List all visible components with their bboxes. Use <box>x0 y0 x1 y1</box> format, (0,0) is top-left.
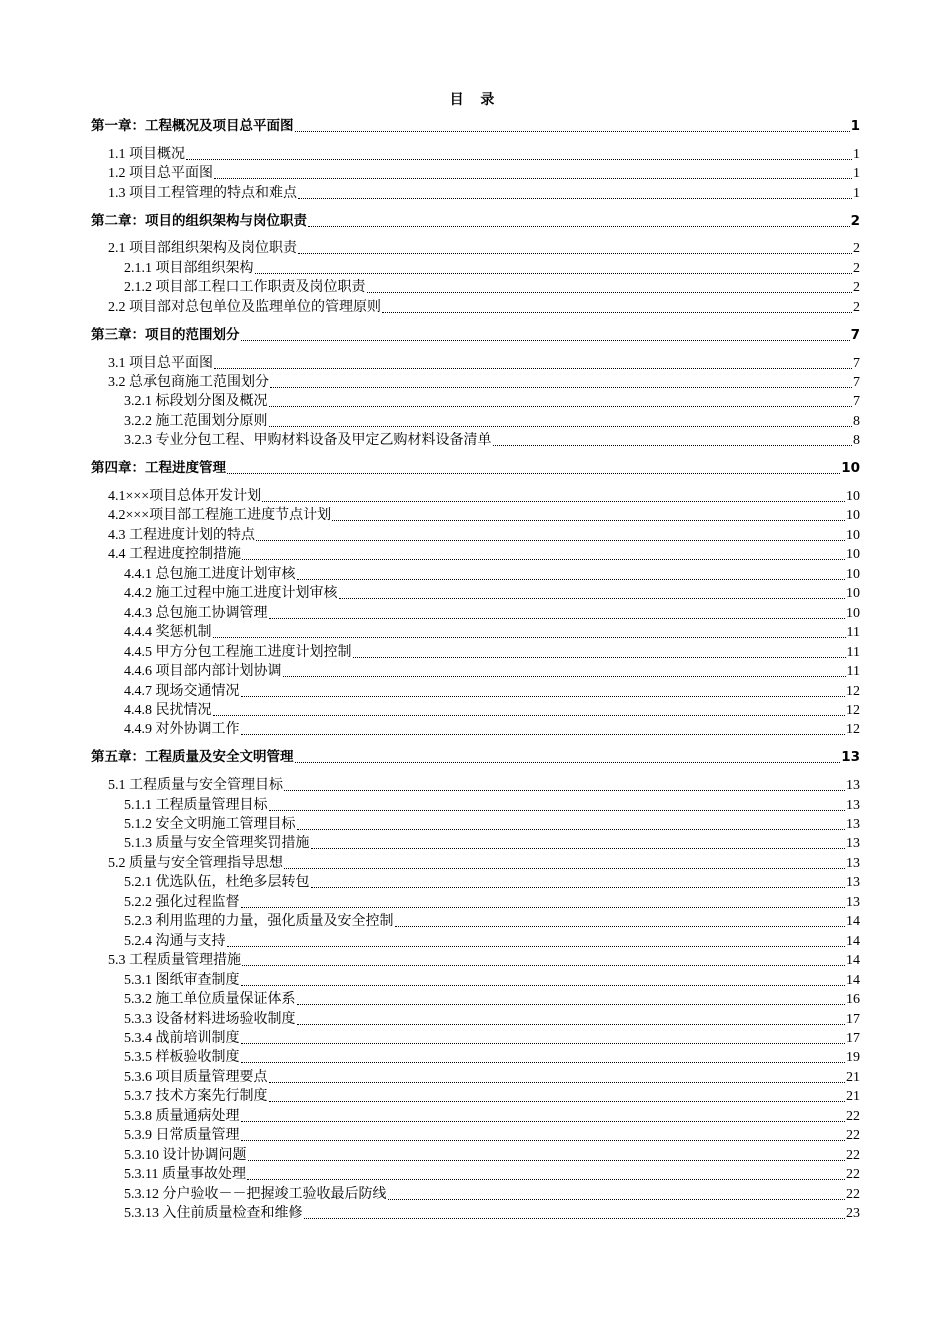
toc-entry-title: 5.1 工程质量与安全管理目标 <box>108 778 283 794</box>
toc-entry-title: 5.3.9 日常质量管理 <box>124 1128 240 1144</box>
toc-entry[interactable] <box>124 1204 860 1223</box>
toc-page-number: 10 <box>846 605 860 621</box>
toc-entry[interactable] <box>124 720 860 739</box>
toc-entry-title: 5.2.4 沟通与支持 <box>124 933 226 949</box>
toc-entry[interactable] <box>108 184 860 203</box>
toc-page-number: 14 <box>846 933 860 949</box>
toc-dot-leader <box>241 1042 846 1044</box>
toc-entry-title: 5.3.11 质量事故处理 <box>124 1167 246 1183</box>
toc-entry[interactable] <box>124 1146 860 1165</box>
toc-page-number: 2 <box>853 260 860 276</box>
toc-page-number: 13 <box>846 778 860 794</box>
toc-entry[interactable] <box>124 701 860 720</box>
toc-title: 目 录 <box>449 92 501 108</box>
toc-entry-title: 5.3.10 设计协调问题 <box>124 1147 247 1163</box>
toc-entry-title: 5.2.2 强化过程监督 <box>124 894 240 910</box>
toc-entry[interactable] <box>124 1165 860 1184</box>
toc-entry[interactable] <box>124 584 860 603</box>
toc-dot-leader <box>308 225 850 227</box>
toc-entry-title: 5.3.6 项目质量管理要点 <box>124 1069 268 1085</box>
toc-dot-leader <box>269 425 853 427</box>
toc-page-number: 14 <box>846 914 860 930</box>
toc-entry[interactable] <box>124 392 860 411</box>
toc-entry[interactable] <box>124 893 860 912</box>
toc-page-number: 22 <box>846 1128 860 1144</box>
toc-entry[interactable] <box>108 526 860 545</box>
toc-page-number: 16 <box>846 992 860 1008</box>
toc-entry-title: 第一章：工程概况及项目总平面图 <box>91 118 294 134</box>
toc-dot-leader <box>270 386 852 388</box>
toc-dot-leader <box>304 1217 846 1219</box>
toc-entry[interactable] <box>108 776 860 795</box>
toc-page-number: 10 <box>846 586 860 602</box>
toc-entry[interactable] <box>91 459 860 478</box>
toc-entry[interactable] <box>108 354 860 373</box>
toc-dot-leader <box>295 130 850 132</box>
toc-entry-title: 5.2.1 优选队伍，杜绝多层转包 <box>124 875 310 891</box>
toc-entry[interactable] <box>91 212 860 231</box>
toc-entry[interactable] <box>124 431 860 450</box>
toc-dot-leader <box>269 405 853 407</box>
toc-entry-title: 5.2.3 利用监理的力量，强化质量及安全控制 <box>124 914 394 930</box>
toc-entry[interactable] <box>91 326 860 345</box>
toc-entry-title: 4.4.1 总包施工进度计划审核 <box>124 566 296 582</box>
toc-page-number: 2 <box>853 280 860 296</box>
toc-entry[interactable] <box>124 932 860 951</box>
toc-dot-leader <box>213 714 846 716</box>
toc-entry-title: 4.4 工程进度控制措施 <box>108 547 241 563</box>
toc-entry[interactable] <box>124 1068 860 1087</box>
toc-dot-leader <box>214 177 852 179</box>
toc-entry[interactable] <box>124 1107 860 1126</box>
toc-entry[interactable] <box>124 815 860 834</box>
toc-dot-leader <box>332 519 845 521</box>
toc-page-number: 10 <box>846 527 860 543</box>
toc-entry-title: 5.1.3 质量与安全管理奖罚措施 <box>124 836 310 852</box>
toc-page-number: 12 <box>846 702 860 718</box>
toc-entry[interactable] <box>108 951 860 970</box>
toc-dot-leader <box>493 444 853 446</box>
toc-page-number: 10 <box>846 508 860 524</box>
toc-entry[interactable] <box>108 298 860 317</box>
toc-entry[interactable] <box>124 604 860 623</box>
toc-page-number: 19 <box>846 1050 860 1066</box>
toc-dot-leader <box>269 1100 846 1102</box>
toc-entry-title: 5.3.7 技术方案先行制度 <box>124 1089 268 1105</box>
toc-dot-leader <box>241 1139 846 1141</box>
toc-entry[interactable] <box>124 990 860 1009</box>
toc-entry[interactable] <box>124 259 860 278</box>
toc-entry[interactable] <box>124 1185 860 1204</box>
toc-dot-leader <box>284 867 845 869</box>
toc-page-number: 10 <box>846 566 860 582</box>
toc-entry[interactable] <box>124 565 860 584</box>
toc-entry-title: 5.3.8 质量通病处理 <box>124 1108 240 1124</box>
toc-page-number: 7 <box>853 394 860 410</box>
toc-dot-leader <box>367 291 853 293</box>
toc-dot-leader <box>241 1120 846 1122</box>
toc-entry[interactable] <box>124 912 860 931</box>
toc-dot-leader <box>241 695 846 697</box>
toc-entry-title: 2.2 项目部对总包单位及监理单位的管理原则 <box>108 299 381 315</box>
toc-page-number: 13 <box>841 749 860 766</box>
toc-dot-leader <box>227 945 846 947</box>
toc-page-number: 13 <box>846 855 860 871</box>
toc-page-number: 14 <box>846 953 860 969</box>
toc-dot-leader <box>269 809 846 811</box>
toc-dot-leader <box>382 311 852 313</box>
toc-dot-leader <box>269 617 846 619</box>
toc-entry[interactable] <box>124 796 860 815</box>
toc-page-number: 10 <box>846 547 860 563</box>
toc-dot-leader <box>262 500 845 502</box>
toc-entry[interactable] <box>124 643 860 662</box>
toc-entry-title: 4.4.3 总包施工协调管理 <box>124 605 268 621</box>
toc-dot-leader <box>241 339 850 341</box>
toc-dot-leader <box>241 1061 846 1063</box>
toc-entry-title: 5.3.3 设备材料进场验收制度 <box>124 1011 296 1027</box>
toc-entry-title: 4.4.8 民扰情况 <box>124 702 212 718</box>
toc-entry[interactable] <box>108 854 860 873</box>
toc-entry[interactable] <box>124 873 860 892</box>
toc-entry[interactable] <box>91 117 860 136</box>
toc-entry[interactable] <box>124 1010 860 1029</box>
toc-entry-title: 5.3.13 入住前质量检查和维修 <box>124 1206 303 1221</box>
toc-entry-title: 4.4.6 项目部内部计划协调 <box>124 664 282 680</box>
toc-entry-title: 4.4.5 甲方分包工程施工进度计划控制 <box>124 644 352 660</box>
toc-entry-title: 1.2 项目总平面图 <box>108 166 213 182</box>
toc-page-number: 17 <box>846 1030 860 1046</box>
toc-entry-title: 5.3.12 分户验收－－把握竣工验收最后防线 <box>124 1186 387 1202</box>
toc-page-number: 22 <box>846 1147 860 1163</box>
toc-dot-leader <box>339 597 846 599</box>
toc-page-number: 13 <box>846 894 860 910</box>
toc-entry-title: 3.2.3 专业分包工程、甲购材料设备及甲定乙购材料设备清单 <box>124 433 492 449</box>
toc-dot-leader <box>214 367 852 369</box>
toc-dot-leader <box>297 1023 846 1025</box>
toc-dot-leader <box>241 733 846 735</box>
toc-entry[interactable] <box>108 164 860 183</box>
toc-entry-title: 3.2 总承包商施工范围划分 <box>108 374 269 390</box>
toc-dot-leader <box>353 656 846 658</box>
toc-entry-title: 3.2.2 施工范围划分原则 <box>124 413 268 429</box>
toc-page-number: 1 <box>853 146 860 162</box>
toc-page-number: 22 <box>846 1167 860 1183</box>
toc-dot-leader <box>311 886 846 888</box>
toc-page-number: 13 <box>846 797 860 813</box>
toc-entry[interactable] <box>124 1048 860 1067</box>
toc-page-number: 17 <box>846 1011 860 1027</box>
toc-entry-title: 4.3 工程进度计划的特点 <box>108 527 255 543</box>
toc-entry[interactable] <box>124 623 860 642</box>
toc-entry-title: 4.4.7 现场交通情况 <box>124 683 240 699</box>
toc-entry-title: 5.1.2 安全文明施工管理目标 <box>124 817 296 832</box>
toc-page-number: 10 <box>846 489 860 504</box>
toc-page-number: 21 <box>846 1069 860 1085</box>
toc-entry-title: 1.1 项目概况 <box>108 146 185 162</box>
toc-entry-title: 3.2.1 标段划分图及概况 <box>124 394 268 410</box>
toc-dot-leader <box>395 925 846 927</box>
toc-entry-title: 3.1 项目总平面图 <box>108 355 213 371</box>
toc-page-number: 23 <box>846 1206 860 1221</box>
toc-dot-leader <box>256 539 845 541</box>
toc-entry-title: 2.1 项目部组织架构及岗位职责 <box>108 241 297 257</box>
toc-dot-leader <box>269 1081 846 1083</box>
toc-entry-title: 2.1.1 项目部组织架构 <box>124 260 254 276</box>
toc-entry-title: 4.1×××项目总体开发计划 <box>108 489 262 504</box>
toc-dot-leader <box>242 964 845 966</box>
toc-entry[interactable] <box>124 682 860 701</box>
toc-entry-title: 5.2 质量与安全管理指导思想 <box>108 855 283 871</box>
toc-page-number: 1 <box>853 185 860 201</box>
toc-entry-title: 第二章：项目的组织架构与岗位职责 <box>91 212 307 229</box>
toc-entry-title: 5.3.2 施工单位质量保证体系 <box>124 992 296 1008</box>
toc-entry-title: 4.4.9 对外协调工作 <box>124 722 240 738</box>
toc-page-number: 7 <box>853 374 860 390</box>
toc-entry-title: 4.2×××项目部工程施工进度节点计划 <box>108 508 332 524</box>
toc-entry[interactable] <box>108 145 860 164</box>
toc-page-number: 14 <box>846 972 860 988</box>
toc-entry[interactable] <box>124 1126 860 1145</box>
toc-entry-title: 4.4.4 奖惩机制 <box>124 625 212 641</box>
toc-entry[interactable] <box>108 506 860 525</box>
toc-entry-title: 第五章：工程质量及安全文明管理 <box>91 749 294 766</box>
toc-page-number: 1 <box>850 118 860 134</box>
toc-entry-title: 5.3 工程质量管理措施 <box>108 953 241 969</box>
toc-page-number: 8 <box>853 433 860 449</box>
toc-dot-leader <box>241 984 846 986</box>
toc-entry-title: 5.1.1 工程质量管理目标 <box>124 797 268 813</box>
toc-entry[interactable] <box>124 1087 860 1106</box>
toc-page-number: 2 <box>853 241 860 257</box>
toc-dot-leader <box>241 906 846 908</box>
toc-dot-leader <box>298 197 852 199</box>
toc-entry-title: 5.3.4 战前培训制度 <box>124 1030 240 1046</box>
toc-entry[interactable] <box>108 239 860 258</box>
toc-dot-leader <box>242 558 845 560</box>
toc-dot-leader <box>311 847 846 849</box>
toc-page-number: 2 <box>853 299 860 315</box>
toc-page-number: 2 <box>850 212 860 229</box>
toc-entry-title: 1.3 项目工程管理的特点和难点 <box>108 185 297 201</box>
toc-page-number: 13 <box>846 875 860 891</box>
toc-dot-leader <box>295 761 841 763</box>
toc-entry[interactable] <box>108 373 860 392</box>
toc-dot-leader <box>298 252 852 254</box>
toc-dot-leader <box>297 578 846 580</box>
toc-entry[interactable] <box>124 662 860 681</box>
toc-page-number: 10 <box>841 460 860 477</box>
toc-page-number: 1 <box>853 166 860 182</box>
toc-page-number: 22 <box>846 1186 860 1202</box>
toc-dot-leader <box>248 1159 846 1161</box>
toc-page-number: 22 <box>846 1108 860 1124</box>
toc-entry[interactable] <box>124 971 860 990</box>
toc-dot-leader <box>284 789 845 791</box>
toc-page-number: 7 <box>850 326 860 343</box>
toc-dot-leader <box>255 272 853 274</box>
toc-entry-title: 2.1.2 项目部工程口工作职责及岗位职责 <box>124 280 366 296</box>
toc-page-number: 7 <box>853 355 860 371</box>
toc-entry-title: 第三章：项目的范围划分 <box>91 326 240 343</box>
toc-page-number: 13 <box>846 817 860 832</box>
toc-dot-leader <box>388 1198 846 1200</box>
toc-entry[interactable] <box>91 748 860 767</box>
toc-entry[interactable] <box>124 834 860 853</box>
toc-entry[interactable] <box>124 1029 860 1048</box>
toc-entry[interactable] <box>108 487 860 506</box>
toc-dot-leader <box>283 675 846 677</box>
toc-page-number: 11 <box>846 664 860 680</box>
toc-page-number: 13 <box>846 836 860 852</box>
toc-dot-leader <box>186 158 852 160</box>
toc-page-number: 11 <box>846 625 860 641</box>
toc-entry[interactable] <box>124 412 860 431</box>
toc-page-number: 8 <box>853 413 860 429</box>
toc-dot-leader <box>297 1003 846 1005</box>
toc-dot-leader <box>297 828 846 830</box>
toc-page-number: 12 <box>846 722 860 738</box>
toc-entry-title: 4.4.2 施工过程中施工进度计划审核 <box>124 586 338 602</box>
toc-entry-title: 第四章：工程进度管理 <box>91 460 226 477</box>
toc-entry-title: 5.3.5 样板验收制度 <box>124 1050 240 1066</box>
toc-page-number: 12 <box>846 683 860 699</box>
toc-entry[interactable] <box>108 545 860 564</box>
toc-page-number: 11 <box>846 644 860 660</box>
toc-dot-leader <box>247 1178 845 1180</box>
toc-entry-title: 5.3.1 图纸审查制度 <box>124 972 240 988</box>
toc-dot-leader <box>213 636 846 638</box>
toc-page-number: 21 <box>846 1089 860 1105</box>
toc-dot-leader <box>227 472 840 474</box>
toc-entry[interactable] <box>124 278 860 297</box>
